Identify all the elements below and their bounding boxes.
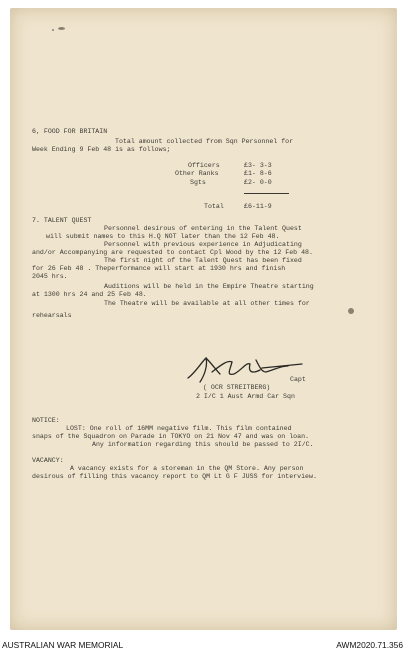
archive-footer — [0, 638, 407, 653]
ink-stain — [58, 27, 65, 30]
talent-line: and/or Accompanying are requested to contact Cpl Wood by the 12 Feb 48. — [32, 249, 313, 256]
talent-line: 2045 hrs. — [32, 273, 68, 280]
food-line: Week Ending 9 Feb 48 is as follows; — [32, 146, 171, 153]
total-rule — [244, 193, 289, 194]
total-amount: £6-11-9 — [244, 203, 272, 210]
notice-line: LOST: One roll of 16MM negative film. This film contained — [66, 425, 292, 432]
vacancy-line: desirous of filling this vacancy report to QM Lt G F JUSS for interview. — [32, 473, 317, 480]
notice-line: Any information regarding this should be passed to 2I/C. — [92, 441, 314, 448]
food-heading: 6, FOOD FOR BRITAIN — [32, 128, 108, 135]
total-label: Total — [204, 203, 224, 210]
talent-line: at 1300 hrs 24 and 25 Feb 48. — [32, 291, 147, 298]
talent-line: will submit names to this H.Q NOT later than the 12 Feb 48. — [46, 233, 280, 240]
food-line: Total amount collected from Sqn Personnel for — [115, 138, 294, 145]
row-amount: £2- 0-0 — [244, 179, 272, 186]
talent-line: Personnel desirous of entering in the Talent Quest — [104, 225, 302, 232]
row-label: Other Ranks — [175, 170, 219, 177]
row-label: Officers — [188, 162, 220, 169]
talent-line: for 26 Feb 48 . Theperformance will start at 1930 hrs and finish — [32, 265, 286, 272]
talent-line: The Theatre will be available at all other times for — [104, 300, 310, 307]
row-amount: £3- 3-3 — [244, 162, 272, 169]
signature-unit: 2 I/C 1 Aust Armd Car Sqn — [196, 393, 295, 400]
talent-line: Auditions will be held in the Empire Theatre starting — [104, 283, 314, 290]
signature-rank: Capt — [290, 376, 306, 383]
notice-line: snaps of the Squadron on Parade in TOKYO on 21 Nov 47 and was on loan. — [32, 433, 309, 440]
talent-line: Personnel with previous experience in Adjudicating — [104, 241, 302, 248]
vacancy-heading: VACANCY: — [32, 457, 64, 464]
vacancy-line: A vacancy exists for a storeman in the QM Store. Any person — [70, 465, 304, 472]
talent-line: The first night of the Talent Quest has been fixed — [104, 257, 302, 264]
ink-stain — [348, 308, 354, 314]
footer-accession-number: AWM2020.71.356 — [336, 640, 403, 650]
footer-source: AUSTRALIAN WAR MEMORIAL — [2, 640, 124, 650]
talent-heading: 7. TALENT QUEST — [32, 217, 92, 224]
row-label: Sgts — [190, 179, 206, 186]
row-amount: £1- 8-6 — [244, 170, 272, 177]
notice-heading: NOTICE: — [32, 417, 60, 424]
talent-line: rehearsals — [32, 312, 72, 319]
signature-name: ( OCR STREITBERG) — [203, 384, 271, 391]
ink-stain — [52, 29, 54, 31]
